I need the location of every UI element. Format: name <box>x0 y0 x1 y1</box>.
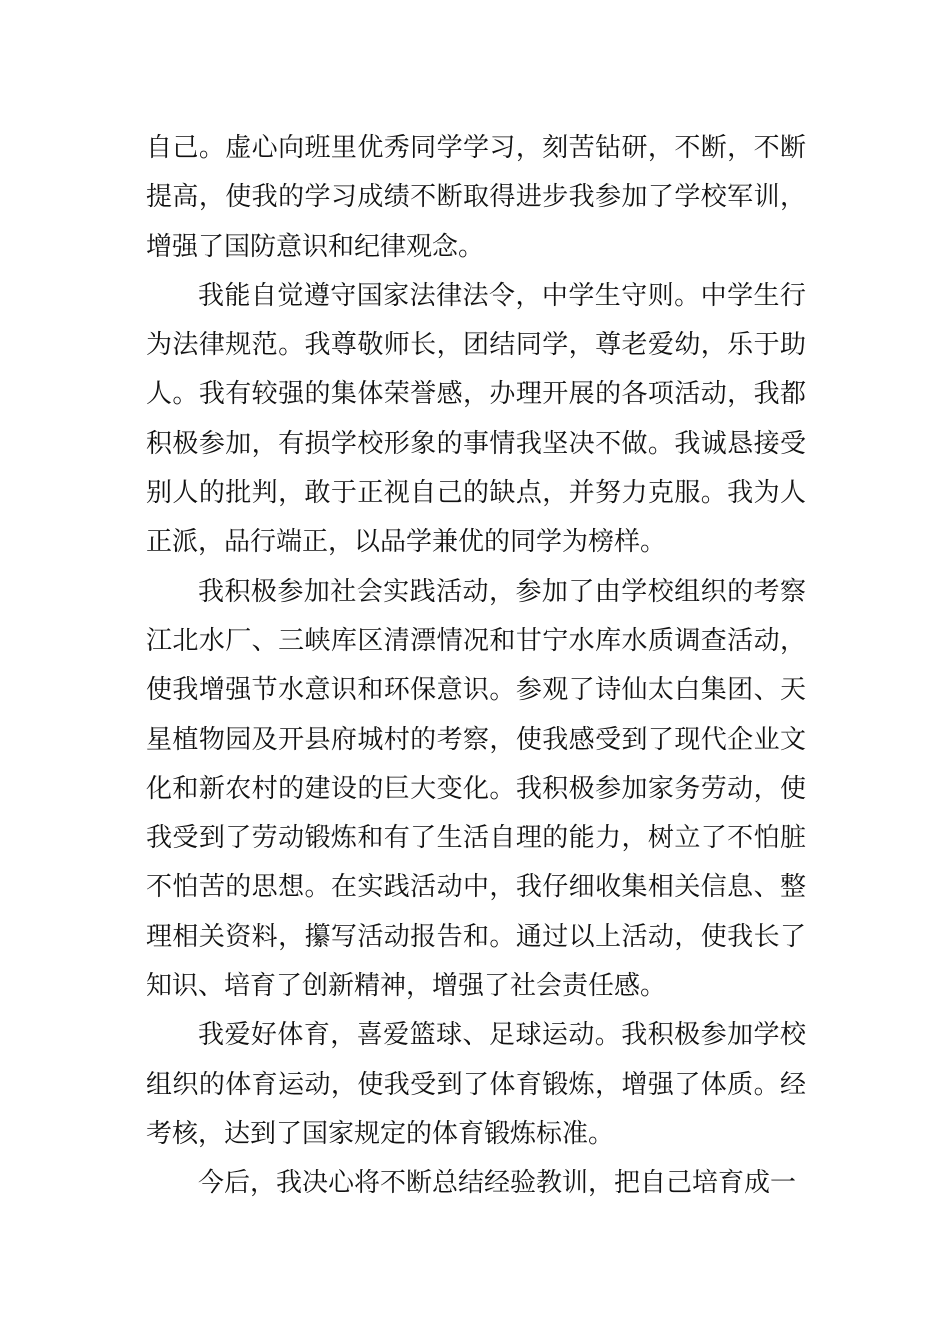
text-line: 我受到了劳动锻炼和有了生活自理的能力，树立了不怕脏 <box>146 823 806 854</box>
paragraph-start-line: 我积极参加社会实践活动，参加了由学校组织的考察 <box>198 576 806 607</box>
text-line: 理相关资料，攥写活动报告和。通过以上活动，使我长了 <box>146 921 806 952</box>
document-body <box>146 124 806 1209</box>
paragraph-start-line: 我能自觉遵守国家法律法令，中学生守则。中学生行 <box>198 280 806 311</box>
text-line: 为法律规范。我尊敬师长，团结同学，尊老爱幼，乐于助 <box>146 330 806 361</box>
text-line: 考核，达到了国家规定的体育锻炼标准。 <box>146 1118 615 1149</box>
paragraph-start-line: 今后，我决心将不断总结经验教训，把自己培育成一 <box>198 1168 797 1199</box>
text-line: 别人的批判，敢于正视自己的缺点，并努力克服。我为人 <box>146 478 806 509</box>
text-line: 自己。虚心向班里优秀同学学习，刻苦钻研，不断，不断 <box>146 133 806 163</box>
text-line: 增强了国防意识和纪律观念。 <box>146 231 485 262</box>
text-line: 正派，品行端正，以品学兼优的同学为榜样。 <box>146 527 667 558</box>
text-line: 不怕苦的思想。在实践活动中，我仔细收集相关信息、整 <box>146 872 806 903</box>
text-line: 组织的体育运动，使我受到了体育锻炼，增强了体质。经 <box>146 1069 806 1100</box>
text-line: 星植物园及开县府城村的考察，使我感受到了现代企业文 <box>146 724 806 755</box>
text-line: 化和新农村的建设的巨大变化。我积极参加家务劳动，使 <box>146 773 806 804</box>
text-line: 知识、培育了创新精神，增强了社会责任感。 <box>146 971 667 1002</box>
text-line: 积极参加，有损学校形象的事情我坚决不做。我诚恳接受 <box>146 428 806 459</box>
text-line: 江北水厂、三峡库区清漂情况和甘宁水库水质调查活动， <box>146 625 806 656</box>
text-line: 提高，使我的学习成绩不断取得进步我参加了学校军训， <box>146 182 806 213</box>
text-line: 人。我有较强的集体荣誉感，办理开展的各项活动，我都 <box>146 379 806 410</box>
text-line: 使我增强节水意识和环保意识。参观了诗仙太白集团、天 <box>146 675 806 706</box>
paragraph-start-line: 我爱好体育，喜爱篮球、足球运动。我积极参加学校 <box>198 1020 806 1051</box>
